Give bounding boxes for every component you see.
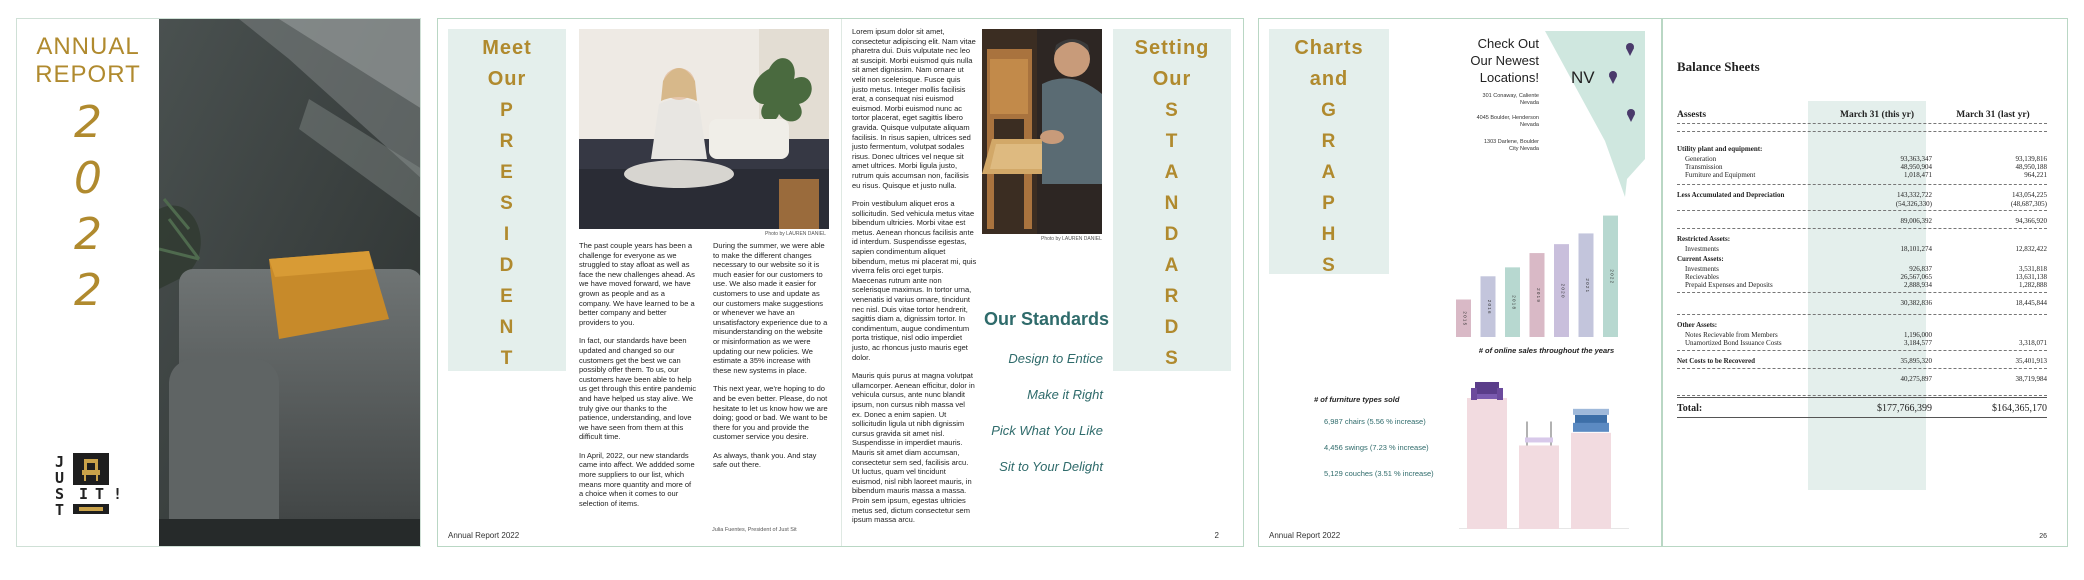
sales-bar-label: 2 0 1 6 (1487, 299, 1492, 314)
sales-bar-label: 2 0 2 1 (1585, 278, 1590, 293)
value-last-year: 1,282,888 (2019, 281, 2047, 289)
charts-graphs-strip (1269, 29, 1389, 274)
strip-letter: I (503, 224, 511, 245)
value-this-year: 48,950,904 (1900, 163, 1932, 171)
value-last-year: 48,950,188 (2015, 163, 2047, 171)
strip-letter: N (1164, 193, 1180, 214)
value-this-year: 26,567,065 (1900, 273, 1932, 281)
year-digit: 2 (74, 209, 102, 260)
address-line: 4045 Boulder, Henderson (1476, 115, 1539, 121)
couch-icon (1573, 409, 1609, 432)
strip-letter: D (499, 255, 515, 276)
strip-letter: A (1164, 255, 1180, 276)
logo-letter: I (79, 485, 89, 503)
strip-text: Our (487, 68, 527, 90)
value-last-year: (48,687,305) (2010, 200, 2047, 208)
title-line-report: REPORT (35, 61, 141, 88)
row-label: Utility plant and equipment: (1677, 145, 1763, 153)
furniture-stat: 5,129 couches (3.51 % increase) (1324, 469, 1434, 478)
paragraph: Mauris quis purus at magna volutpat ullamcorper. Aenean efficitur, dolor in vehicula cursus, ante nunc blandit ipsum, non cursus nibh massa vel ex. Donec a enim sapien. Ut sollicitudin ligula ut nibh dignissim cursus gravida sit amet nisl. Suspendisse in imperdiet mauris. Mauris sit amet diam accumsan, consectetur sem sed, facilisis arcu. Ut luctus, quam vel tincidunt euismod, nisl nibh laoreet mauris, in bibendum mauris massa a massa. Proin sem ipsum, egestas ultricies metus sed, dictum consectetur sem ipsum massa arcu. (852, 371, 975, 525)
paragraph: In fact, our standards have been updated and changed so our customers get the best we can possibly offer them. To us, our customers have been able to help us get through this entire pandemic and have helped us stay alive. We truly give our thanks to the patience, understanding, and love we have seen from them at this difficult time. (579, 336, 697, 442)
title-line-annual: ANNUAL (36, 33, 140, 60)
value-this-year: 926,837 (1909, 265, 1932, 273)
furniture-stat: 6,987 chairs (5.56 % increase) (1324, 417, 1426, 426)
strip-letter: R (1164, 286, 1180, 307)
row-label: Other Assets: (1677, 321, 1718, 329)
cover-page (16, 18, 421, 547)
paragraph: In April, 2022, our new standards came into affect. We addded some more suppliers to our list, which means more quantity and more of a choice when it comes to our selection of items. (579, 450, 695, 508)
sales-bar-label: 2 0 2 0 (1560, 283, 1566, 298)
value-last-year: 18,445,844 (2015, 299, 2047, 307)
row-label: Generation (1685, 155, 1717, 163)
logo-letter: ! (113, 485, 123, 503)
meet-president-strip (448, 29, 566, 371)
header-assets: Assests (1677, 110, 1707, 120)
logo-letter: T (95, 485, 105, 503)
value-this-year: 3,184,577 (1904, 339, 1932, 347)
furniture-chart (1459, 379, 1639, 529)
value-this-year: 93,363,347 (1900, 155, 1932, 163)
strip-letter: H (1321, 224, 1337, 245)
address-item (1429, 139, 1539, 153)
value-this-year: 40,275,897 (1900, 375, 1932, 383)
strip-text: Charts (1294, 37, 1364, 59)
standard-item: Design to Entice (1008, 351, 1103, 366)
strip-text: and (1309, 68, 1349, 90)
strip-letter: T (1165, 131, 1179, 152)
president-letter-col2 (713, 241, 829, 479)
photo-credit: Photo by LAUREN DANIEL (765, 231, 826, 237)
bench-logo-icon (73, 504, 109, 514)
cover-photo-sofa (159, 19, 421, 546)
value-last-year: 13,631,138 (2015, 273, 2047, 281)
strip-letter: R (499, 131, 515, 152)
strip-letter: S (1322, 255, 1336, 276)
address-item (1429, 115, 1539, 129)
balance-sheet-page (1662, 18, 2068, 547)
value-last-year: 35,401,913 (2015, 357, 2047, 365)
address-line: Nevada (1520, 100, 1539, 106)
strip-letter: D (1164, 224, 1180, 245)
sales-bar-label: 2 0 1 8 (1511, 295, 1517, 310)
paragraph: As always, thank you. And stay safe out there. (713, 450, 817, 470)
value-last-year: 3,318,071 (2019, 339, 2047, 347)
strip-text: Our (1152, 68, 1192, 90)
paragraph: Lorem ipsum dolor sit amet, consectetur adipiscing elit. Nam vitae pharetra dui. Duis vulputate nec leo at suscipit. Morbi euismod quis nulla sit amet dignissim. Nam ornare ut velit non scelerisque. Fusce quis justo metus. Integer mollis facilisis erat, a consequat nisi euismod euismod. Morbi euismod nunc ac tortor placerat, eget sagittis libero gravida. Quisque vulputate aliquam facilisis. In risus sapien, ultrices sed justo fermentum, volutpat sodales risus. Donec ultrices vel neque sit amet ultrices. Morbi ligula justo, rutrum quis accumsan non, facilisis eu risus. Quisque et justo nulla. (852, 27, 976, 190)
row-label: Investments (1685, 265, 1719, 273)
president-signature: Julia Fuentes, President of Just Sit (712, 527, 797, 533)
row-label: Recievables (1685, 273, 1719, 281)
logo-letter: U (55, 469, 65, 487)
value-this-year: 143,332,722 (1897, 191, 1932, 199)
strip-letter: G (1321, 100, 1337, 121)
standard-item: Pick What You Like (991, 423, 1103, 438)
address-line: 301 Conaway, Caliente (1482, 93, 1539, 99)
strip-letter: S (1165, 348, 1179, 369)
strip-letter: A (1321, 162, 1337, 183)
row-label: Total: (1677, 403, 1703, 414)
logo-letter: S (55, 485, 65, 503)
value-last-year: 38,719,984 (2015, 375, 2047, 383)
strip-text: Setting (1134, 37, 1210, 59)
value-this-year: 2,888,934 (1904, 281, 1932, 289)
standard-item: Make it Right (1027, 387, 1103, 402)
craftsman-photo (982, 29, 1102, 234)
row-label: Less Accumulated and Depreciation (1677, 191, 1785, 199)
standards-title: Our Standards (984, 309, 1110, 329)
address-line: 1303 Darlene, Boulder (1483, 139, 1539, 145)
strip-letter: D (1164, 317, 1180, 338)
cover-title-panel (17, 19, 159, 546)
page-number: 26 (2039, 533, 2047, 540)
locations-heading (1439, 35, 1539, 86)
footer-text: Annual Report 2022 (1269, 531, 1341, 540)
value-this-year: 18,101,274 (1900, 245, 1932, 253)
sales-bar-label: 2 0 2 2 (1609, 269, 1615, 284)
value-this-year: 1,018,471 (1904, 171, 1932, 179)
year-digit: 0 (74, 153, 102, 204)
header-this-year: March 31 (this yr) (1840, 110, 1914, 120)
president-photo (579, 29, 829, 229)
strip-text: Meet (482, 37, 532, 59)
row-label: Prepaid Expenses and Deposits (1685, 281, 1773, 289)
standards-body-text (852, 27, 977, 534)
swing-icon (1525, 421, 1553, 445)
value-this-year: 35,895,320 (1900, 357, 1932, 365)
furniture-stat: 4,456 swings (7.23 % increase) (1324, 443, 1429, 452)
heading-line: Check Out (1477, 36, 1539, 51)
strip-letter: A (1164, 162, 1180, 183)
row-label: Notes Recievable from Members (1685, 331, 1778, 339)
setting-standards-strip (1113, 29, 1231, 371)
online-sales-chart (1444, 205, 1649, 345)
nevada-map (1543, 29, 1647, 199)
heading-line: Locations! (1479, 70, 1539, 85)
chair-logo-icon (73, 453, 109, 485)
strip-letter: S (1165, 100, 1179, 121)
value-this-year: 30,382,836 (1900, 299, 1932, 307)
value-last-year: 143,054,225 (2012, 191, 2047, 199)
sales-chart-caption: # of online sales throughout the years (1478, 346, 1615, 355)
furniture-bar (1571, 433, 1611, 529)
strip-letter: P (500, 100, 514, 121)
row-label: Net Costs to be Recovered (1677, 357, 1756, 365)
value-last-year: 93,139,816 (2015, 155, 2047, 163)
address-line: Nevada (1520, 122, 1539, 128)
strip-letter: E (500, 286, 514, 307)
logo-letter: T (55, 501, 65, 519)
strip-letter: T (500, 348, 514, 369)
paragraph: During the summer, we were able to make the different changes necessary to our website so it is much easier for our customers to use. We also made it easier for customers to use and update as our customers make suggestions or whenever we have an unsatisfactory experience due to a misunderstanding on the website or misinformation as we were updating our new policies. We estimate a 35% increase with these new systems in place. (713, 241, 828, 375)
paragraph: This next year, we're hoping to do and be even better. Please, do not hesitate to let us know how we are doing; good or bad. We want to be there for you and provide the customer service you desire. (713, 384, 828, 442)
footer-text: Annual Report 2022 (448, 531, 520, 540)
header-last-year: March 31 (last yr) (1956, 110, 2030, 120)
sales-bar-label: 2 0 1 5 (1462, 311, 1468, 326)
value-this-year: (54,326,330) (1895, 200, 1932, 208)
strip-letter: N (499, 317, 515, 338)
value-last-year: $164,365,170 (1992, 403, 2047, 414)
strip-letter: E (500, 162, 514, 183)
row-label: Furniture and Equipment (1685, 171, 1756, 179)
value-this-year: $177,766,399 (1877, 403, 1932, 414)
strip-letter: S (500, 193, 514, 214)
just-sit-logo (55, 453, 135, 537)
charts-page (1258, 18, 1662, 547)
address-line: City Nevada (1509, 146, 1539, 152)
value-last-year: 94,366,920 (2015, 217, 2047, 225)
value-last-year: 3,531,818 (2019, 265, 2047, 273)
paragraph: The past couple years has been a challenge for everyone as we struggled to stay afloat as well as face the new challenges ahead. As we have moved forward, we have grown as people and as a company. We have learned to be a better company and better providers to you. (579, 241, 695, 327)
value-last-year: 12,832,422 (2015, 245, 2047, 253)
strip-letter: P (1322, 193, 1336, 214)
row-label: Transmission (1685, 163, 1723, 171)
row-label: Current Assets: (1677, 255, 1724, 263)
standard-item: Sit to Your Delight (999, 459, 1103, 474)
chair-icon (1471, 382, 1503, 400)
report-title (17, 33, 159, 89)
row-label: Restricted Assets: (1677, 235, 1731, 243)
page-number: 2 (1214, 531, 1219, 540)
photo-credit: Photo by LAUREN DANIEL (1041, 236, 1102, 242)
logo-letter: J (55, 453, 65, 471)
value-last-year: 964,221 (2024, 171, 2047, 179)
president-letter-col1 (579, 241, 697, 517)
address-item (1429, 93, 1539, 107)
value-this-year: 1,196,000 (1904, 331, 1932, 339)
map-state-label: NV (1571, 68, 1595, 87)
year-digit: 2 (74, 265, 102, 316)
value-this-year: 89,006,392 (1900, 217, 1932, 225)
president-standards-spread (437, 18, 1244, 547)
paragraph: Proin vestibulum aliquet eros a sollicitudin. Sed vehicula metus vitae bibendum ultricies. Morbi vitae est metus. Aenean rhoncus facilisis ante id interdum. Suspendisse egestas, sapien condimentum aliquet bibendum, metus mi placerat mi, quis viverra felis orci eget turpis. Maecenas rutrum ante non scelerisque maximus. In tortor urna, venenatis id varius ornare, tincidunt nec nisl. Duis vitae tortor hendrerit, sagittis diam a, dignissim tortor. In condimentum, augue condimentum porta tristique, nisl odio imperdiet justo, ac rhoncus justo mauris eget dolor. (852, 199, 977, 362)
row-label: Investments (1685, 245, 1719, 253)
row-label: Unamortized Bond Issuance Costs (1685, 339, 1782, 347)
heading-line: Our Newest (1470, 53, 1539, 68)
sales-bar-label: 2 0 1 9 (1536, 288, 1541, 302)
furniture-bar (1467, 398, 1507, 529)
year-digit: 2 (74, 97, 102, 148)
strip-letter: R (1321, 131, 1337, 152)
furniture-chart-caption: # of furniture types sold (1314, 395, 1400, 404)
balance-sheet-title: Balance Sheets (1677, 59, 1760, 74)
furniture-bar (1519, 445, 1559, 529)
